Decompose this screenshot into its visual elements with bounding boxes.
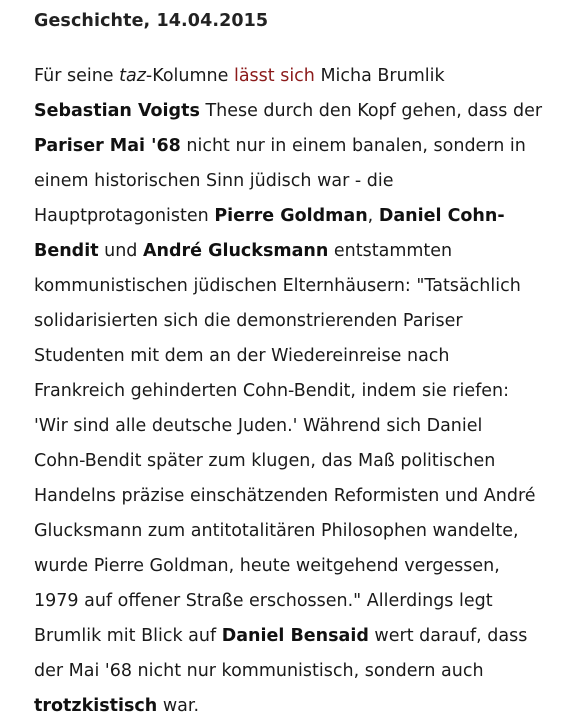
article-text: , <box>367 206 379 226</box>
person-name: Daniel Bensaid <box>221 626 369 646</box>
article-text: nicht nur in einem banalen, sondern in <box>180 136 526 156</box>
article-text: Brumlik mit Blick auf <box>34 626 222 646</box>
article-line: Cohn-Bendit später zum klugen, das Maß politischen <box>34 451 496 471</box>
article-line: wurde Pierre Goldman, heute weitgehend vergessen, <box>34 556 500 576</box>
article-text: entstammten <box>328 241 453 261</box>
article-text: Für seine <box>34 66 120 86</box>
article-line: Studenten mit dem an der Wiedereinreise nach <box>34 346 450 366</box>
person-name: Bendit <box>34 241 99 261</box>
article-link[interactable]: lässt sich <box>233 66 315 86</box>
article-line <box>34 199 564 234</box>
article-line: 1979 auf offener Straße erschossen." Allerdings legt <box>34 591 493 611</box>
article-line: solidarisierten sich die demonstrierenden Pariser <box>34 311 463 331</box>
keyword: Pariser Mai '68 <box>34 136 181 156</box>
article-line: Frankreich gehinderten Cohn-Bendit, indem sie riefen: <box>34 381 510 401</box>
article-line: 'Wir sind alle deutsche Juden.' Während sich Daniel <box>34 416 483 436</box>
article-text: Micha Brumlik <box>314 66 445 86</box>
person-name: Daniel Cohn- <box>378 206 505 226</box>
newspaper-name: taz <box>119 66 146 86</box>
article-line: Glucksmann zum antitotalitären Philosophen wandelte, <box>34 521 519 541</box>
article-text: Hauptprotagonisten <box>34 206 215 226</box>
article-line: einem historischen Sinn jüdisch war - die <box>34 171 394 191</box>
person-name: Sebastian Voigts <box>34 101 200 121</box>
article-line: der Mai '68 nicht nur kommunistisch, sondern auch <box>34 661 484 681</box>
article-text: und <box>98 241 143 261</box>
article-line: kommunistischen jüdischen Elternhäusern: "Tatsächlich <box>34 276 521 296</box>
person-name: Pierre Goldman <box>214 206 368 226</box>
article-line <box>34 234 564 269</box>
article-text: These durch den Kopf gehen, dass der <box>199 101 543 121</box>
article-line <box>34 59 564 94</box>
article-line <box>34 619 564 654</box>
article-text: wert darauf, dass <box>368 626 528 646</box>
keyword: trotzkistisch <box>34 696 158 716</box>
article-text: war. <box>157 696 200 716</box>
person-name: André Glucksmann <box>142 241 329 261</box>
article-body <box>34 59 564 724</box>
article-line <box>34 94 564 129</box>
article-line <box>34 689 564 724</box>
article-line <box>34 129 564 164</box>
article-line: Handelns präzise einschätzenden Reformisten und André <box>34 486 536 506</box>
article-text: -Kolumne <box>145 66 234 86</box>
page-heading: Geschichte, 14.04.2015 <box>34 11 269 31</box>
